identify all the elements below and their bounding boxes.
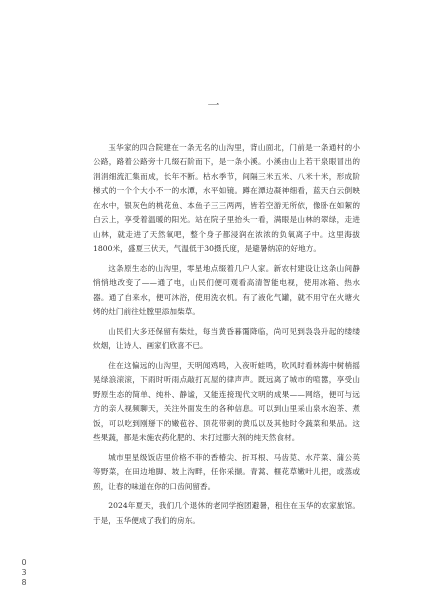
chapter-heading: 一 <box>207 98 220 112</box>
page-number: 038 <box>21 558 27 587</box>
paragraph: 这条原生态的山沟里，零星地点缀着几户人家。新农村建设让这条山间静悄悄地改变了——通了电，山民们便可观看高清智能电视，使用冰箱、热水器。通了自来水，便可沐浴，使用洗衣机。有了液化气罐，就不用守在火塘火烤的灶门前往灶膛里添加柴草。 <box>93 263 360 317</box>
body-text <box>93 141 360 533</box>
paragraph: 玉华家的四合院建在一条无名的山沟里，背山面北，门前是一条通村的小公路，路着公路旁十几缀石阶而下，是一条小溪。小溪由山上若干泉眼冒出的涓涓细流汇集而成，长年不断。枯水季节，间隔三米五米、八米十米，形成阶梯式的一个个大小不一的水潭，水平如镜。蹲在潭边凝神细看，蓝天白云倒映在水中，银灰色的桃花鱼、本鱼子三三两两，皆若空游无所依，像卧在如絮的白云上，享受着温暖的阳光。站在院子里抬头一看，满眼是山林的翠绿，走进山林，就走进了天然氧吧，整个身子都浸润在浓浓的负氧离子中。这里海拔1800米，盛夏三伏天，气温低于30摄氏度，是避暑纳凉的好地方。 <box>93 143 360 254</box>
paragraph: 城市里星级饭店里价格不菲的香椿尖、折耳根、马齿苋、水芹菜、蒲公英等野菜，在田边地脚、坡上沟畔，任你采撷。青蒿、榧花草嫩叶儿把，或蒸或煎，让春的味道在你的口齿间留香。 <box>93 452 360 491</box>
paragraph: 住在这偏远的山沟里，天明闻鸡鸣，入夜听蛙鸣，吹风时看林海中树梢摇晃绿浪滚滚，下雨时听雨点敲打瓦屋的律声声。既远离了城市的喧嚣，享受山野原生态的简单、纯朴、静谧，又能连接现代文明的成果——网络，便可与远方的亲人视频聊天，关注外面发生的各种信息。可以到山里采山泉水泡茶、煮饭，可以吃到刚掰下的嫩苞谷、顶花带刺的黄瓜以及其他时令蔬菜和果品。这些果蔬，都是未施农药化肥的、未打过膨大剂的纯天然食材。 <box>93 360 360 443</box>
paragraph: 2024年夏天，我们几个退休的老同学抱团避暑，租住在玉华的农家旅馆。于是，玉华便成了我们的房东。 <box>93 501 360 525</box>
paragraph: 山民们大多还保留有柴灶，每当黄昏暮霭降临，尚可见到袅袅升起的缕缕炊烟，让诗人、画家们欣喜不已。 <box>93 326 360 351</box>
